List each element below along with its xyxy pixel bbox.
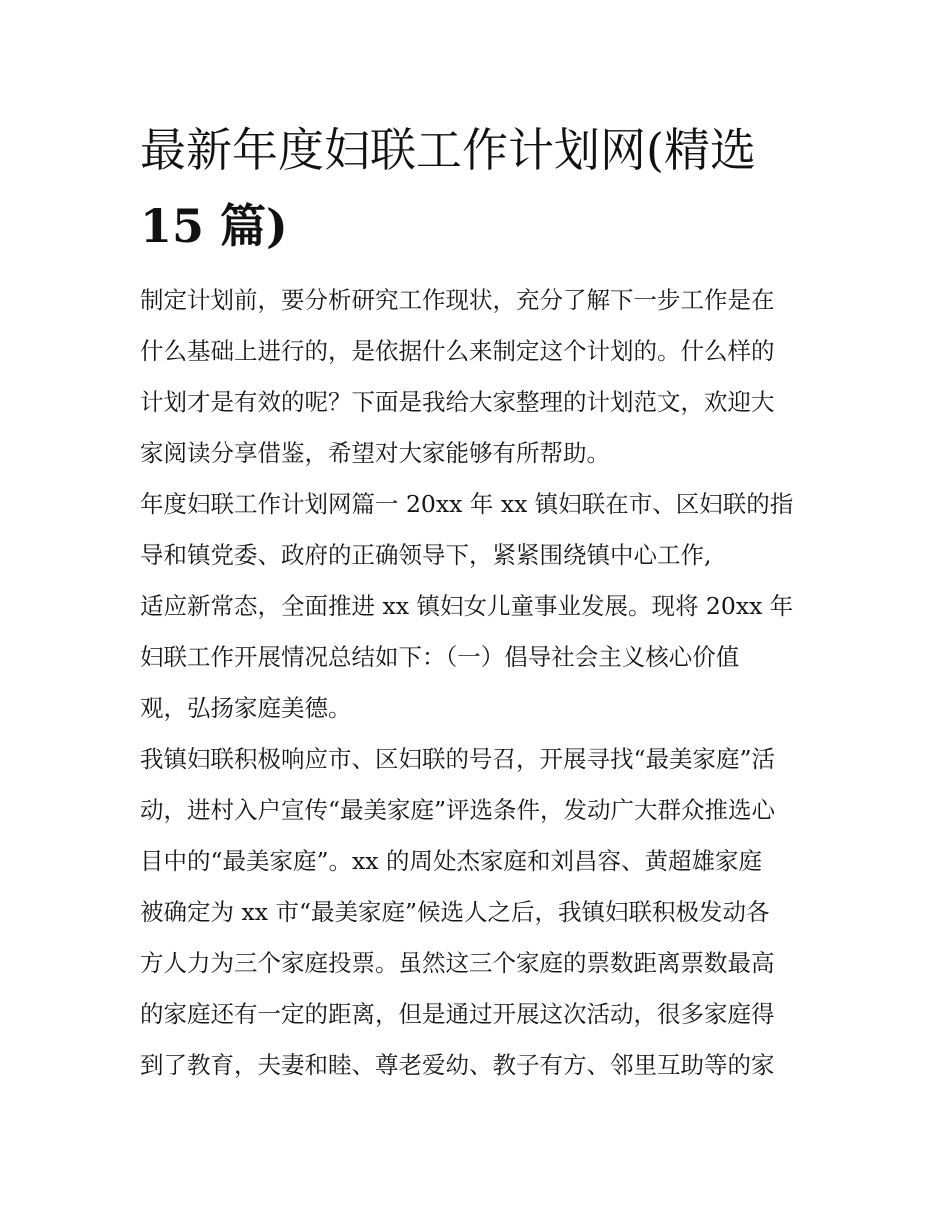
title-line: 15 篇) bbox=[140, 199, 288, 253]
body-line: 被确定为 xx 市“最美家庭”候选人之后，我镇妇联积极发动各 bbox=[140, 898, 770, 926]
body-line: 我镇妇联积极响应市、区妇联的号召，开展寻找“最美家庭”活 bbox=[140, 745, 776, 773]
body-line: 目中的“最美家庭”。xx 的周处杰家庭和刘昌容、黄超雄家庭 bbox=[140, 847, 763, 875]
body-line: 方人力为三个家庭投票。虽然这三个家庭的票数距离票数最高 bbox=[140, 949, 775, 977]
body-line: 到了教育，夫妻和睦、尊老爱幼、教子有方、邻里互助等的家 bbox=[140, 1051, 775, 1079]
document-body bbox=[140, 275, 830, 1091]
body-line: 制定计划前，要分析研究工作现状，充分了解下一步工作是在 bbox=[140, 286, 775, 314]
body-line: 动，进村入户宣传“最美家庭”评选条件，发动广大群众推选心 bbox=[140, 796, 776, 824]
title-line: 最新年度妇联工作计划网(精选 bbox=[140, 123, 756, 177]
body-line: 观，弘扬家庭美德。 bbox=[140, 694, 352, 722]
body-line: 什么基础上进行的，是依据什么来制定这个计划的。什么样的 bbox=[140, 337, 775, 365]
body-line: 妇联工作开展情况总结如下：（一）倡导社会主义核心价值 bbox=[140, 643, 740, 671]
body-line: 家阅读分享借鉴，希望对大家能够有所帮助。 bbox=[140, 439, 610, 467]
body-line: 适应新常态，全面推进 xx 镇妇女儿童事业发展。现将 20xx 年 bbox=[140, 592, 794, 620]
document-title bbox=[140, 112, 820, 264]
body-line: 的家庭还有一定的距离，但是通过开展这次活动，很多家庭得 bbox=[140, 1000, 775, 1028]
body-line: 导和镇党委、政府的正确领导下，紧紧围绕镇中心工作, bbox=[140, 541, 712, 569]
body-line: 计划才是有效的呢？下面是我给大家整理的计划范文，欢迎大 bbox=[140, 388, 775, 416]
body-line: 年度妇联工作计划网篇一 20xx 年 xx 镇妇联在市、区妇联的指 bbox=[140, 490, 794, 518]
